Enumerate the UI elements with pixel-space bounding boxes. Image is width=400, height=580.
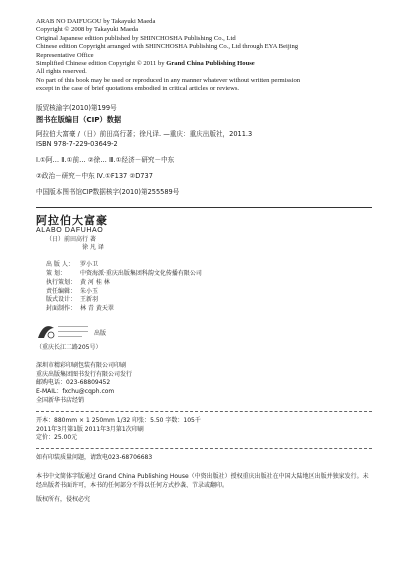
copyright-line: Copyright © 2008 by Takayuki Maeda xyxy=(36,26,139,34)
publisher-address: （重庆长江二路205号） xyxy=(36,344,102,352)
printing-line: E-MAIL：fxchu@cqph.com xyxy=(36,388,115,396)
copyright-line: Original Japanese edition published by SHINCHOSHA Publishing Co., Ltd xyxy=(36,34,236,42)
credit-label: 责任编辑： xyxy=(46,287,77,295)
divider xyxy=(36,448,372,449)
credit-value: 林 青 黄天翠 xyxy=(80,305,114,313)
publisher-name: Grand China Publishing House xyxy=(166,60,255,68)
credit-label: 策 划： xyxy=(46,270,66,278)
credit-row xyxy=(36,270,374,279)
defect-notice: 如有印装质量问题，请致电023-68706683 xyxy=(36,454,153,462)
cip-line: 阿拉伯大富豪 /（日）前田高行著；徐凡译. —重庆：重庆出版社，2011.3 xyxy=(36,129,253,138)
copyright-line: Chinese edition Copyright arranged with SHINCHOSHA Publishing Co., Ltd through EYA Beijing xyxy=(36,43,299,51)
license-note: 本书中文简体字版通过 Grand China Publishing House（中资出版社）授权重庆出版社在中国大陆地区出版并独家发行。未经出版者书面许可，本书的任何部分不得以任何方式抄袭、节录或翻印。 xyxy=(36,473,369,489)
credit-label: 出 版 人： xyxy=(46,261,74,269)
spec-line: 2011年3月第1版 2011年3月第1次印刷 xyxy=(36,425,144,433)
contract-number: 版贸核渝字(2010)第199号 xyxy=(36,103,117,112)
credit-value: 黄 河 桂 林 xyxy=(80,278,110,286)
printing-line: 全国新华书店经销 xyxy=(36,397,85,405)
divider xyxy=(36,411,372,412)
cip-line: ISBN 978-7-229-03649-2 xyxy=(36,139,118,148)
credit-row xyxy=(36,296,374,305)
copyright-line xyxy=(36,60,374,68)
rights-reserved: 版权所有，侵权必究 xyxy=(36,496,91,503)
cip-block xyxy=(36,129,374,197)
publisher-logo-icon xyxy=(36,322,90,342)
credit-value: 王新羽 xyxy=(80,296,99,304)
price-line: 定价：25.00元 xyxy=(36,434,78,442)
credit-value: 中资海派·重庆出版集团科韵文化传播有限公司 xyxy=(80,270,202,278)
translator-line: 徐 凡 译 xyxy=(82,244,104,252)
credits-block xyxy=(36,261,374,314)
publisher-logo xyxy=(36,322,90,342)
book-title-pinyin: ALABO DAFUHAO xyxy=(36,226,104,234)
english-copyright-block xyxy=(36,18,374,94)
printing-line: 深圳市精彩印刷包装有限公司印刷 xyxy=(36,361,127,369)
cip-line: 中国版本图书馆CIP数据核字(2010)第255589号 xyxy=(36,187,180,196)
credit-row xyxy=(36,261,374,270)
cip-line: ②政治－研究－中东 Ⅳ.①F137 ②D737 xyxy=(36,171,153,180)
credit-value: 朱小玉 xyxy=(80,287,99,295)
author-line: （日）前田高行 著 xyxy=(46,235,96,243)
credit-row xyxy=(36,279,374,288)
credit-label: 版式设计： xyxy=(46,296,77,304)
copyright-line: except in the case of brief quotations embodied in critical articles or reviews. xyxy=(36,85,240,93)
divider xyxy=(36,207,372,208)
credit-row xyxy=(36,305,374,314)
publish-label: 出版 xyxy=(94,329,107,337)
printing-line: 邮购电话：023-68809452 xyxy=(36,379,111,387)
credit-label: 执行策划： xyxy=(46,278,77,286)
publisher-logo-row xyxy=(36,320,374,344)
copyright-line-prefix: Simplified Chinese edition Copyright © 2011 by xyxy=(36,60,167,68)
copyright-line: No part of this book may be used or reproduced in any manner whatever without written permission xyxy=(36,76,301,84)
credit-value: 罗小卫 xyxy=(80,261,99,269)
copyright-line: Representative Office xyxy=(36,51,94,59)
printing-line: 重庆出版集团图书发行有限公司发行 xyxy=(36,370,133,378)
copyright-line: All rights reserved. xyxy=(36,68,87,76)
spec-line: 开本：880mm × 1 250mm 1/32 印张：5.50 字数：105千 xyxy=(36,416,201,424)
credit-label: 封面制作： xyxy=(46,305,77,313)
cip-line: Ⅰ.①阿… Ⅱ.①前… ②徐… Ⅲ.①经济－研究－中东 xyxy=(36,155,175,164)
copyright-line: ARAB NO DAIFUGOU by Takayuki Maeda xyxy=(36,18,156,25)
cip-title: 图书在版编目（CIP）数据 xyxy=(36,114,122,124)
book-title: 阿拉伯大富豪 xyxy=(36,213,108,227)
